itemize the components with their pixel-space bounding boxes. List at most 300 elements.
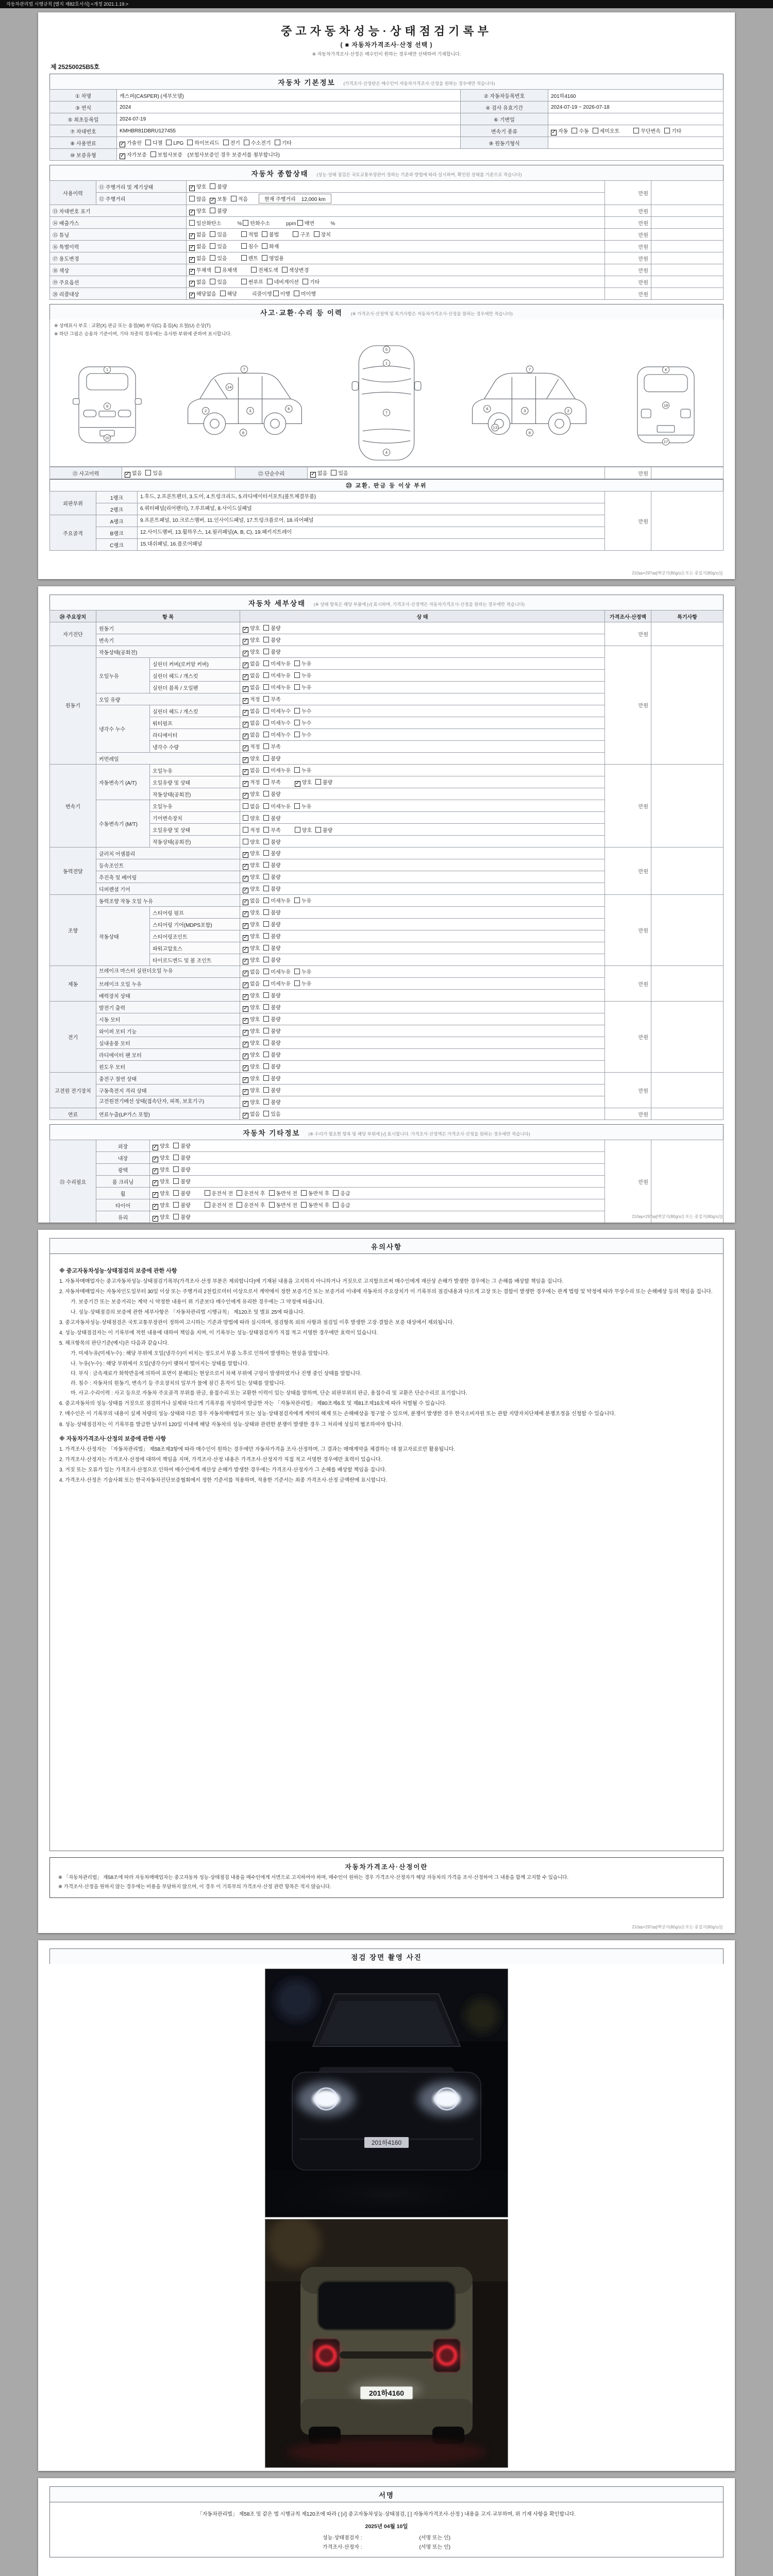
notice-paragraph: 나. 성능·상태점검의 보증에 관한 세부사항은 「자동차관리법 시행규칙」 제120조 및 별표 25에 따릅니다.	[71, 1309, 305, 1315]
checkbox-option: 불량	[263, 1027, 280, 1035]
checkbox-option: 불량	[210, 182, 227, 190]
table-cell	[240, 646, 605, 658]
table-cell	[240, 978, 605, 990]
unchecked-checkbox	[263, 779, 269, 785]
table-cell	[240, 812, 605, 824]
table-cell	[240, 1037, 605, 1049]
checkbox-option: ✓ 없음	[190, 256, 207, 262]
section-accident-header	[49, 304, 724, 319]
table-cell	[651, 895, 724, 966]
checkbox-option: ✓ 양호	[243, 922, 260, 928]
checkbox-option: 미세누수	[263, 707, 291, 715]
table-cell	[240, 741, 605, 753]
rear-license-plate	[350, 2379, 423, 2400]
unchecked-checkbox	[263, 1075, 269, 1081]
table-cell: 실린더 커버(로커암 커버)	[150, 658, 240, 670]
svg-text:2: 2	[205, 408, 207, 413]
unchecked-checkbox	[263, 1016, 269, 1022]
checkbox-option: 불량	[173, 1142, 190, 1149]
checkbox-option: ✓ 양호	[243, 1005, 260, 1011]
section-title: 자동차 세부상태	[248, 600, 306, 607]
table-cell	[240, 966, 605, 978]
unchecked-checkbox	[294, 684, 300, 690]
checked-checkbox: ✓	[153, 1179, 158, 1185]
checked-checkbox: ✓	[243, 709, 248, 715]
table-cell	[651, 1108, 724, 1120]
checkbox-option: 불량	[173, 1177, 190, 1185]
unchecked-checkbox	[333, 1202, 339, 1208]
table-cell: 커먼레일	[96, 753, 240, 765]
rear-garnish	[340, 2351, 433, 2359]
checkbox-option: 누수	[294, 707, 311, 715]
checkbox-option: ✓ 양호	[243, 1099, 260, 1106]
unchecked-checkbox	[263, 957, 269, 962]
checkbox-option: 불량	[263, 1086, 280, 1094]
table-cell	[150, 1199, 605, 1211]
checkbox-option: 불량	[263, 636, 280, 643]
checked-checkbox: ✓	[243, 1005, 248, 1011]
checkbox-option: 영업용	[262, 254, 284, 262]
checkbox-option: 누유	[294, 766, 311, 774]
checkbox-option: ✓ 없음	[190, 232, 207, 239]
unchecked-checkbox	[231, 196, 237, 201]
svg-text:7: 7	[385, 410, 388, 415]
table-cell	[240, 871, 605, 883]
document-number: 제 25250025B5호	[51, 63, 100, 71]
svg-text:14: 14	[227, 384, 232, 389]
table-cell: A랭크	[96, 515, 138, 527]
table-cell: 실내송풍 모터	[96, 1037, 240, 1049]
unchecked-checkbox	[205, 1202, 210, 1208]
section-note: (※ 상태 항목은 해당 부품에 [√] 표시하며, 가격조사·산정액은 자동차가격조사·산정을 원하는 경우에만 적습니다)	[313, 602, 525, 607]
svg-text:2: 2	[567, 408, 569, 413]
checkbox-option: 있음	[210, 242, 227, 250]
checkbox-option: ✓ 적정	[243, 744, 260, 751]
checkbox-option: 화재	[262, 242, 279, 250]
table-cell	[150, 1140, 605, 1152]
unchecked-checkbox	[294, 660, 300, 666]
checkbox-option: 탄화수소	[243, 219, 270, 227]
table-cell	[240, 1073, 605, 1084]
checkbox-option: 많음	[189, 195, 206, 202]
table-cell: 원동기	[50, 646, 96, 765]
section-title: 서명	[378, 2492, 395, 2499]
checked-checkbox: ✓	[243, 946, 248, 952]
checkbox-option: 부족	[263, 826, 280, 834]
signature-box	[49, 2502, 724, 2557]
notice-paragraph: 4. 가격조사·산정은 기술사회 또는 한국자동차진단보증협회에서 정한 기준서를 적용하며, 적용한 기준서는 최종 가격조사·산정 금액란에 표시합니다.	[59, 1478, 388, 1484]
table-cell	[240, 859, 605, 871]
unchecked-checkbox	[593, 128, 598, 133]
checkbox-option: 있음	[263, 1110, 280, 1117]
svg-text:1: 1	[106, 367, 109, 372]
checkbox-option: 보험사보증	[150, 150, 182, 158]
table-cell: 라디에이터	[150, 729, 240, 741]
table-cell	[240, 848, 605, 859]
checkbox-option: ✓ 양호	[243, 1064, 260, 1071]
page-5	[38, 2478, 735, 2576]
table-cell	[240, 1013, 605, 1025]
table-cell: 자동변속기 (A/T)	[96, 765, 150, 800]
checkbox-option: ✓ 없음	[190, 244, 207, 250]
checkbox-option: ✓ 양호	[153, 1167, 170, 1174]
unchecked-checkbox	[263, 1040, 269, 1045]
checkbox-option: 불량	[263, 849, 280, 857]
unchecked-checkbox	[263, 980, 269, 986]
table-cell: 만원	[605, 288, 651, 300]
checkbox-option: 응급	[333, 1201, 350, 1209]
text-line: 2025년 04월 10일	[365, 2523, 408, 2530]
unchecked-checkbox	[210, 208, 215, 213]
table-cell: 만원	[605, 765, 651, 848]
document-title-note: ※ 자동차가격조사·산정은 매수인이 원하는 경우에만 선택하여 기재합니다.	[312, 52, 461, 57]
table-cell	[240, 705, 605, 717]
table-cell	[651, 966, 724, 1002]
unchecked-checkbox	[145, 470, 151, 476]
table-cell: 등속조인트	[96, 859, 240, 871]
checkbox-option: 불법	[262, 230, 279, 238]
checkbox-option: ✓ 양호	[243, 1016, 260, 1023]
svg-text:6: 6	[288, 406, 290, 411]
unchecked-checkbox	[263, 791, 269, 796]
unchecked-checkbox	[263, 637, 269, 642]
checkbox-option: 디젤	[145, 139, 162, 146]
car-front-view-diagram	[71, 351, 143, 454]
unchecked-checkbox	[263, 1004, 269, 1010]
rank-header-label: ㉓ 교환, 판금 등 이상 부위	[346, 483, 427, 489]
checkbox-option: ✓ 없음	[243, 685, 260, 691]
checkbox-option: ✓ 보통	[210, 197, 227, 203]
form-table	[49, 180, 724, 300]
section-detail-header	[49, 595, 724, 610]
table-cell	[150, 1152, 605, 1164]
checked-checkbox: ✓	[190, 268, 194, 274]
paper-size-note: 210㎜×297㎜[백상지(80g/㎡) 또는 중질지(80g/㎡)]	[632, 1214, 722, 1219]
paper-size-note: 210㎜×297㎜[백상지(80g/㎡) 또는 중질지(80g/㎡)]	[632, 1925, 722, 1929]
unchecked-checkbox	[263, 897, 269, 903]
checked-checkbox: ✓	[243, 733, 248, 739]
checkbox-option: ✓ 없음	[243, 673, 260, 680]
table-cell: 작동상태(공회전)	[150, 788, 240, 800]
unchecked-checkbox	[263, 886, 269, 891]
notice-paragraph: 4. 성능·상태점검자는 이 기록부에 적힌 내용에 대하여 책임을 지며, 이 기록부는 성능·상태점검자가 직접 적고 서명한 경우에만 효력이 있습니다.	[59, 1330, 378, 1336]
table-cell: 동력조향 작동 오일 누유	[96, 895, 240, 907]
table-cell: 실린더 헤드 / 개스킷	[150, 670, 240, 682]
document-title: 중고자동차성능·상태점검기록부	[281, 25, 492, 38]
table-cell: 변속기	[96, 634, 240, 646]
checkbox-option: 유채색	[215, 266, 237, 274]
checkbox-option: 있음	[331, 469, 348, 477]
table-cell	[240, 824, 605, 836]
table-cell	[240, 717, 605, 729]
table-cell	[187, 181, 605, 193]
checkbox-option: 부족	[263, 695, 280, 703]
notice-paragraph: 2. 가격조사·산정자는 가격조사·산정에 대하여 책임을 지며, 가격조사·산정 내용은 가격조사·산정자가 직접 적고 서명한 경우에만 효력이 있습니다.	[59, 1457, 382, 1463]
table-cell: 배력장치 상태	[96, 990, 240, 1002]
unchecked-checkbox	[294, 969, 300, 974]
checkbox-option: 누유	[294, 896, 311, 904]
table-cell	[651, 288, 724, 300]
checkbox-option: 동반석 전	[269, 1201, 297, 1209]
checkbox-option: ✓ 양호	[243, 957, 260, 964]
section-title: 유의사항	[371, 1243, 402, 1251]
table-cell: 12.사이드멤버, 13.휠하우스, 14.필러패널(A, B, C), 19.패키지트레이	[138, 527, 605, 539]
unchecked-checkbox	[173, 1178, 179, 1184]
table-cell: 201하4160	[548, 90, 724, 101]
table-cell: 만원	[605, 1108, 651, 1120]
checked-checkbox: ✓	[243, 1017, 248, 1023]
unchecked-checkbox	[294, 767, 300, 773]
checkbox-option: ✓ 없음	[243, 1111, 260, 1118]
table-cell: 6.쿼터패널(리어펜더), 7.루프패널, 8.사이드실패널	[138, 503, 605, 515]
table-cell: ⑦ 차대번호	[50, 125, 117, 137]
unchecked-checkbox	[263, 933, 269, 939]
table-cell: 구동축전지 격리 상태	[96, 1084, 240, 1096]
unchecked-checkbox	[223, 140, 229, 145]
table-cell: 충전구 절연 상태	[96, 1073, 240, 1084]
checkbox-option: 구조	[293, 230, 310, 238]
unchecked-checkbox	[263, 909, 269, 915]
unchecked-checkbox	[173, 1143, 179, 1148]
checkbox-option: 누유	[294, 979, 311, 987]
section-title: 점검 장면 촬영 사진	[351, 1954, 422, 1961]
checkbox-option: 동반석 후	[301, 1189, 329, 1197]
table-cell: 만원	[605, 229, 651, 241]
checkbox-option: 불량	[173, 1213, 190, 1221]
table-cell: 시동 모터	[96, 1013, 240, 1025]
checkbox-option: ✓ 양호	[190, 184, 207, 191]
checkbox-option: 전기	[223, 139, 240, 146]
checkbox-option: ✓ 양호	[153, 1179, 170, 1185]
table-cell	[240, 1049, 605, 1061]
section-misc-header	[49, 1124, 724, 1140]
notice-paragraph: 나. 누유(누수) : 해당 부위에서 오일(냉각수)이 맺혀서 떨어지는 상태를 말합니다.	[71, 1361, 249, 1367]
table-cell	[651, 229, 724, 241]
inspection-photo-front	[265, 1969, 508, 2217]
checkbox-option: ✓ 없음	[243, 720, 260, 727]
table-cell: ⑪ 주행거리 및 계기상태	[96, 181, 187, 193]
table-cell: ⑳ 리콜대상	[50, 288, 187, 300]
table-cell: B랭크	[96, 527, 138, 539]
table-cell: ① 차명	[50, 90, 117, 101]
unchecked-checkbox	[263, 743, 269, 749]
table-cell	[187, 193, 605, 205]
form-table	[49, 491, 724, 551]
section-note: (성능·상태 점검은 국토교통부장관이 정하는 기준과 방법에 따라 실시하며, 확인된 상태를 기준으로 적습니다)	[316, 172, 522, 177]
checkbox-option: 있음	[210, 230, 227, 238]
unchecked-checkbox	[263, 755, 269, 761]
car-right-side-diagram	[464, 353, 593, 452]
section-title: 사고·교환·수리 등 이력	[260, 309, 343, 317]
unchecked-checkbox	[263, 708, 269, 714]
table-cell	[122, 467, 236, 479]
checkbox-option: 미세누유	[263, 671, 291, 679]
table-cell: ③ 연식	[50, 101, 117, 113]
table-cell: 내장	[96, 1152, 150, 1164]
unchecked-checkbox	[263, 720, 269, 725]
checkbox-option: ✓ 양호	[243, 945, 260, 952]
checked-checkbox: ✓	[243, 626, 248, 632]
checkbox-option: 해당	[220, 290, 237, 297]
form-table	[49, 1140, 724, 1223]
svg-text:1: 1	[385, 360, 388, 365]
table-cell: 변속기	[50, 765, 96, 848]
unchecked-checkbox	[189, 196, 195, 201]
table-cell: 조향	[50, 895, 96, 966]
checkbox-option: 불량	[263, 861, 280, 869]
overall-condition-table	[49, 180, 724, 300]
checkbox-option: 수소전기	[244, 139, 271, 146]
table-cell: 브레이크 마스터 실린더오일 누유	[96, 966, 240, 978]
checkbox-option: 누유	[294, 802, 311, 810]
section-note: (가격조사·산정란은 매수인이 자동차가격조사·산정을 원하는 경우에만 적습니다)	[343, 81, 495, 86]
unchecked-checkbox	[263, 969, 269, 974]
checked-checkbox: ✓	[243, 899, 248, 905]
svg-text:201하4160: 201하4160	[368, 2389, 405, 2397]
notice-paragraph: 3. 중고자동차성능·상태점검은 국토교통부장관이 정하여 고시하는 기준과 방법에 따라 실시하며, 점검항목 외의 사항과 점검일 이후 발생한 고장·결함은 보증 대상에서 제외됩니다.	[59, 1319, 455, 1326]
unchecked-checkbox	[166, 140, 172, 145]
notice-paragraph: 3. 거짓 또는 오류가 있는 가격조사·산정으로 인하여 매수인에게 재산상 손해가 발생한 경우에는 가격조사·산정자가 그 손해를 배상할 책임을 집니다.	[59, 1467, 386, 1473]
checked-checkbox: ✓	[243, 993, 248, 999]
checked-checkbox: ✓	[243, 1100, 248, 1106]
checkbox-option: 양호	[243, 814, 260, 822]
checkbox-option: 누유	[294, 659, 311, 667]
checkbox-option: ✓ 해당없음	[190, 291, 216, 298]
unchecked-checkbox	[263, 1087, 269, 1093]
table-cell: 만원	[605, 252, 651, 264]
checked-checkbox: ✓	[243, 768, 248, 774]
unchecked-checkbox	[314, 231, 320, 237]
unchecked-checkbox	[173, 1214, 179, 1219]
checkbox-option: 운전석 후	[237, 1189, 265, 1197]
table-cell: 기어변속장치	[150, 812, 240, 824]
table-cell: 룸 크리닝	[96, 1176, 150, 1188]
checked-checkbox: ✓	[190, 184, 194, 191]
table-cell	[240, 942, 605, 954]
table-cell: 워터펌프	[150, 717, 240, 729]
checked-checkbox: ✓	[153, 1144, 158, 1150]
table-cell	[240, 1108, 605, 1120]
paper-size-note: 210㎜×297㎜[백상지(80g/㎡) 또는 중질지(80g/㎡)]	[632, 571, 722, 575]
form-reference-bar: 자동차관리법 시행규칙 [별지 제82호서식] <개정 2021.1.19.>	[0, 0, 773, 8]
table-cell	[240, 729, 605, 741]
unchecked-checkbox	[241, 231, 247, 237]
table-cell	[651, 276, 724, 288]
table-cell: 작동상태(공회전)	[96, 646, 240, 658]
checkbox-option: ✓ 양호	[243, 993, 260, 999]
checkbox-option: 불량	[263, 648, 280, 655]
checkbox-option: 불량	[263, 1074, 280, 1082]
unchecked-checkbox	[241, 255, 247, 261]
checked-checkbox: ✓	[243, 1064, 248, 1071]
checkbox-option: 동반석 전	[269, 1189, 297, 1197]
unchecked-checkbox	[263, 1063, 269, 1069]
table-cell: 1랭크	[96, 492, 138, 503]
checkbox-option: 양호	[243, 838, 260, 845]
checkbox-option: 불량	[263, 814, 280, 822]
unchecked-checkbox	[263, 992, 269, 998]
table-cell: 15.대쉬패널, 16.플로어패널	[138, 539, 605, 551]
car-top-view-diagram	[345, 338, 428, 467]
checkbox-option: 불량	[263, 920, 280, 928]
table-cell	[187, 241, 605, 252]
checked-checkbox: ✓	[311, 471, 315, 477]
checkbox-option: 불량	[263, 873, 280, 880]
checkbox-option: ✓ 없음	[243, 981, 260, 988]
unchecked-checkbox	[243, 827, 248, 833]
checkbox-option: ✓ 양호	[243, 874, 260, 881]
checked-checkbox: ✓	[125, 471, 130, 477]
checkbox-option: ✓ 없음	[243, 708, 260, 715]
checkbox-option: 썬루프	[241, 278, 263, 285]
table-cell: 오일유량 및 상태	[150, 824, 240, 836]
svg-text:5: 5	[385, 347, 388, 352]
checkbox-option: 불량	[263, 991, 280, 999]
checked-checkbox: ✓	[243, 910, 248, 917]
table-cell	[150, 1211, 605, 1223]
table-cell: 만원	[605, 241, 651, 252]
table-cell: 스티어링조인트	[150, 930, 240, 942]
pricing-box-lines	[58, 1874, 715, 1891]
unchecked-checkbox	[205, 1190, 210, 1196]
table-cell: 일산화탄소 % 탄화수소 ppm 매연 %	[187, 217, 605, 229]
unchecked-checkbox	[243, 839, 248, 844]
front-license-plate	[364, 2137, 409, 2148]
table-cell: 디퍼렌셜 기어	[96, 883, 240, 895]
table-cell: 타이어	[96, 1199, 150, 1211]
unchecked-checkbox	[262, 231, 267, 237]
table-cell	[240, 930, 605, 942]
unchecked-checkbox	[237, 1190, 242, 1196]
checked-checkbox: ✓	[243, 756, 248, 762]
document-subtitle: ( ■ 자동차가격조사·산정 선택 )	[340, 41, 433, 48]
unchecked-checkbox	[263, 1028, 269, 1033]
checkbox-option: ✓ 양호	[243, 910, 260, 917]
checked-checkbox: ✓	[153, 1191, 158, 1197]
checkbox-option: ✓ 없음	[243, 732, 260, 739]
unchecked-checkbox	[294, 803, 300, 809]
table-cell: 상 태	[240, 611, 605, 622]
table-cell: ⑧ 사용연료	[50, 137, 117, 149]
unchecked-checkbox	[244, 140, 249, 145]
table-cell	[651, 252, 724, 264]
unchecked-checkbox	[210, 243, 215, 249]
table-cell: 만원	[605, 276, 651, 288]
unchecked-checkbox	[294, 732, 300, 737]
checkbox-option: ✓ 적정	[243, 697, 260, 703]
checked-checkbox: ✓	[153, 1167, 158, 1174]
checkbox-option: ✓ 양호	[153, 1155, 170, 1162]
checked-checkbox: ✓	[190, 292, 194, 298]
table-cell	[240, 776, 605, 788]
checkbox-option: 없음	[243, 802, 260, 810]
checkbox-option: ✓ 양호	[243, 1028, 260, 1035]
section-note: (※ 가격조사·산정액 및 특기사항은 자동차가격조사·산정을 원하는 경우에만 적습니다)	[350, 311, 513, 316]
page-1	[38, 12, 735, 579]
inspection-photo-rear	[265, 2219, 508, 2468]
table-cell: ⑨ 원동기형식	[461, 137, 548, 149]
unchecked-checkbox	[263, 767, 269, 773]
checkbox-option: ✓ 없음	[243, 969, 260, 976]
svg-text:8: 8	[242, 430, 245, 435]
checkbox-option: 불량	[263, 908, 280, 916]
notice-paragraph: 7. 매수인은 이 기록부의 내용이 실제 차량의 성능·상태와 다른 경우 자동차매매업자 또는 성능·상태점검자에게 계약의 해제 또는 손해배상을 청구할 수 있으며, 분쟁이 발생한 경우 한국소비자원 또는 관할 지방자치단체에 분쟁조정을 신청할 수 있습니다.	[59, 1411, 616, 1417]
checkbox-option: ✓ 없음	[311, 470, 328, 477]
checkbox-option: 미세누유	[263, 683, 291, 691]
notice-paragraph: 5. 체크항목의 판단기준(예시)은 다음과 같습니다.	[59, 1341, 169, 1347]
table-cell: 사용이력	[50, 181, 96, 205]
unchecked-checkbox	[294, 897, 300, 903]
